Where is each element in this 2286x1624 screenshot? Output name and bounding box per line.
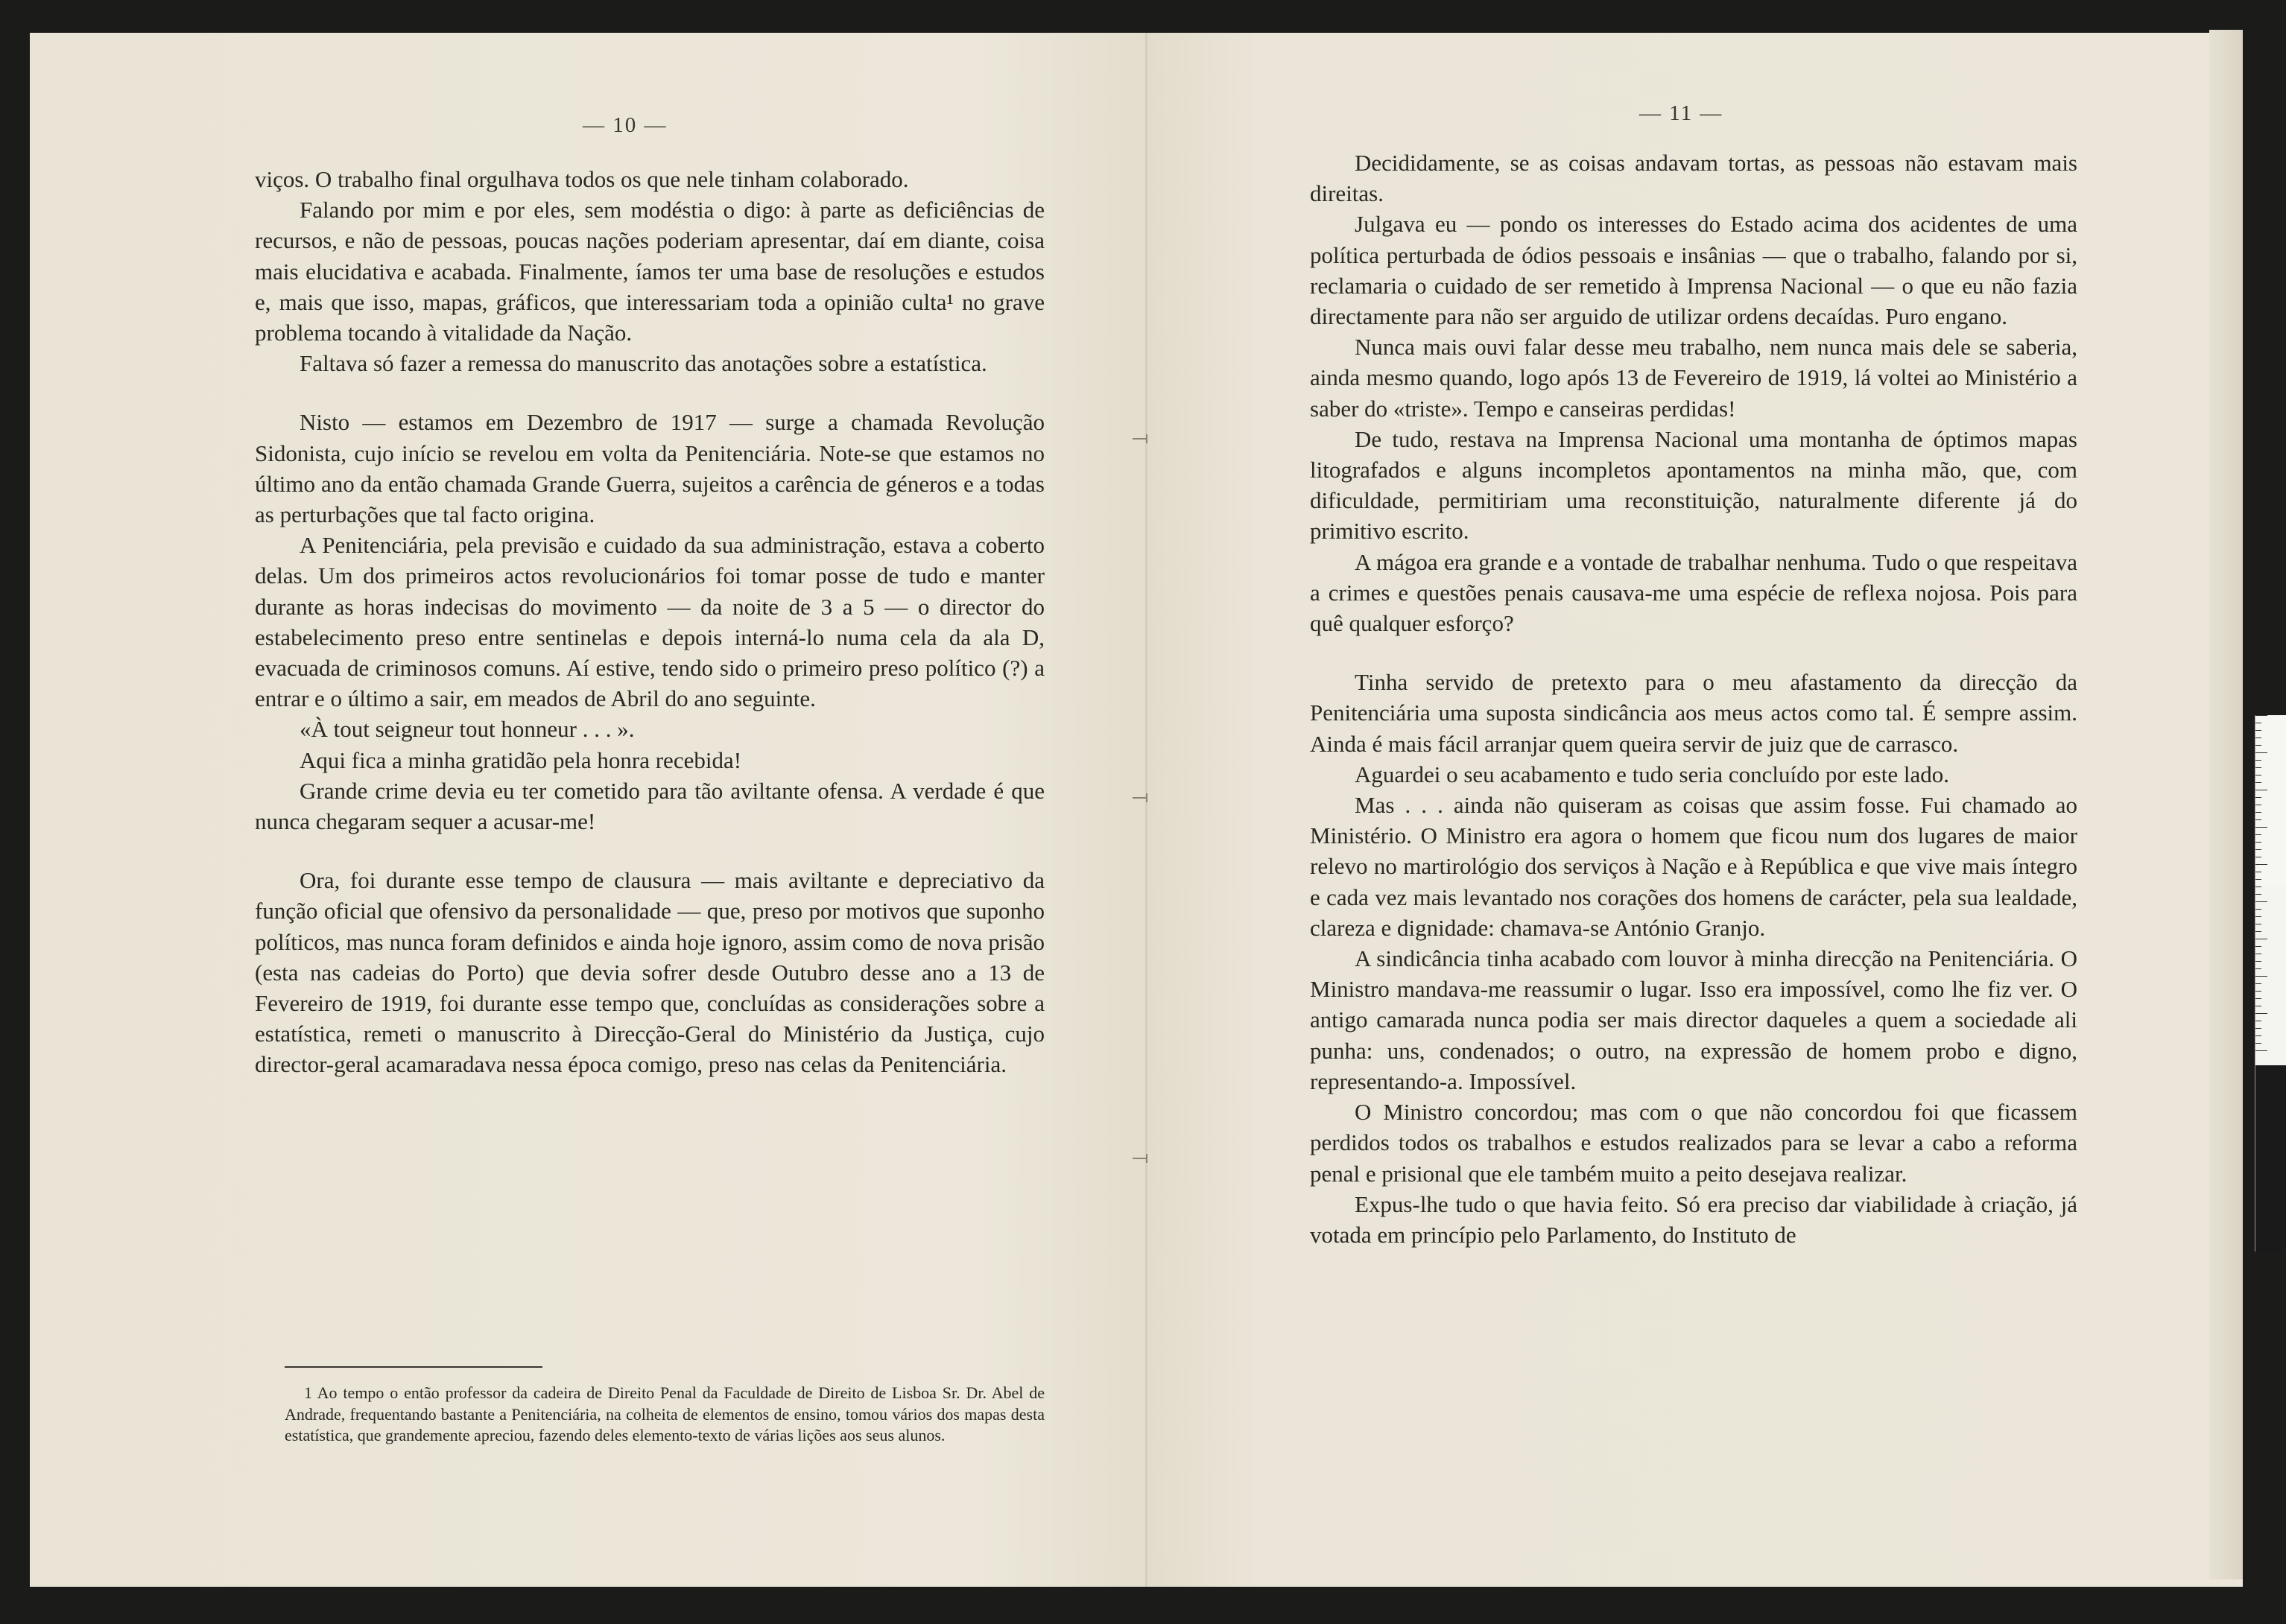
- page-edge: [2209, 30, 2243, 1579]
- paragraph: Expus-lhe tudo o que havia feito. Só era preciso dar viabilidade à criação, já votada em princípio pelo Parlamento, do Instituto de: [1310, 1190, 2077, 1248]
- footnote-text: 1 Ao tempo o então professor da cadeira de Direito Penal da Faculdade de Direito de Lisboa Sr. Dr. Abel de Andrade, frequentando bastante a Penitenciária, na colheita de elementos de ensino, tomou vários dos mapas desta estatística, que grandemente apreciou, fazendo deles elemento-texto de várias lições aos seus alunos.: [285, 1383, 1045, 1444]
- page-number-left: — 10 —: [583, 113, 668, 137]
- ruler-tick: [2255, 715, 2267, 716]
- ruler-tick: [2255, 760, 2261, 761]
- scale-ruler: [2255, 715, 2286, 1252]
- left-page: [30, 33, 1147, 1587]
- ruler-tick: [2255, 745, 2261, 746]
- paragraph: Tinha servido de pretexto para o meu afastamento da direcção da Penitenciária uma suposta sindicância aos meus actos como tal. É sempre assim. Ainda é mais fácil arranjar quem queira servir de juiz que de carrasco.: [1310, 669, 2077, 757]
- ruler-tick: [2255, 961, 2261, 962]
- paragraph: De tudo, restava na Imprensa Nacional uma montanha de óptimos mapas litografados e alguns incompletos apontamentos na minha mão, que, com dificuldade, permitiriam uma reconstituição, naturalmente diferente já do primitivo escrito.: [1310, 425, 2077, 545]
- page-number-right: — 11 —: [1639, 101, 1723, 125]
- paragraph: Ora, foi durante esse tempo de clausura — mais aviltante e depreciativo da função oficial que ofensivo da personalidade — que, preso por motivos que suponho políticos, mas nunca foram definidos e ainda hoje ignoro, assim como de nova prisão (esta nas cadeias do Porto) que devia sofrer desde Outubro desse ano a 13 de Fevereiro de 1919, foi durante esse tempo que, concluídas as considerações sobre a estatística, remeti o manuscrito à Direcção-Geral do Ministério da Justiça, cujo director-geral acamaradava nessa época comigo, preso nas celas da Penitenciária.: [255, 867, 1045, 1078]
- paragraph: Aguardei o seu acabamento e tudo seria concluído por este lado.: [1355, 761, 1949, 787]
- ruler-tick: [2255, 797, 2261, 798]
- ruler-tick: [2255, 1043, 2261, 1044]
- ruler-tick: [2255, 886, 2261, 887]
- paragraph: Mas . . . ainda não quiseram as coisas que assim fosse. Fui chamado ao Ministério. O Ministro era agora o homem que ficou num dos lugares de maior relevo no martirológio dos serviços à Nação e à República e que vive mais íntegro e cada vez mais levantado nos corações dos homens de carácter, pela sua lealdade, clareza e dignidade: chamava-se António Granjo.: [1310, 792, 2077, 941]
- paragraph: Julgava eu — pondo os interesses do Estado acima dos acidentes de uma política perturbada de ódios pessoais e insânias — que o trabalho, falando por si, reclamaria o cuidado de ser remetido à Imprensa Nacional — o que eu não fazia directamente para não ser arguido de utilizar ordens decaídas. Puro engano.: [1310, 211, 2077, 330]
- ruler-tick: [2255, 991, 2261, 992]
- paragraph: O Ministro concordou; mas com o que não concordou foi que ficassem perdidos todos os trabalhos e estudos realizados para se levar a cabo a reforma penal e prisional que ele também muito a peito desejava realizar.: [1310, 1099, 2077, 1187]
- paragraph: Nunca mais ouvi falar desse meu trabalho, nem nunca mais dele se saberia, ainda mesmo quando, logo após 13 de Fevereiro de 1919, lá voltei ao Ministério a saber do «triste». Tempo e canseiras perdidas!: [1310, 334, 2077, 422]
- ruler-tick: [2255, 901, 2267, 902]
- ruler-tick: [2255, 842, 2261, 843]
- paragraph: Grande crime devia eu ter cometido para tão aviltante ofensa. A verdade é que nunca chegaram sequer a acusar-me!: [255, 777, 1045, 835]
- ruler-tick: [2255, 879, 2261, 880]
- ruler-tick: [2255, 827, 2267, 828]
- left-page-text: [255, 164, 1045, 1080]
- paragraph: A mágoa era grande e a vontade de trabalhar nenhuma. Tudo o que respeitava a crimes e questões penais causava-me uma espécie de reflexa nojosa. Pois para quê qualquer esforço?: [1310, 548, 2077, 637]
- ruler-tick: [2255, 931, 2261, 932]
- ruler-tick: [2255, 864, 2267, 865]
- paragraph: Aqui fica a minha gratidão pela honra recebida!: [300, 746, 742, 773]
- ruler-tick: [2255, 752, 2267, 753]
- ruler-tick: [2255, 812, 2261, 813]
- ruler-tick: [2255, 767, 2261, 768]
- ruler-tick: [2255, 976, 2267, 977]
- paragraph: Falando por mim e por eles, sem modéstia o digo: à parte as deficiências de recursos, e não de pessoas, poucas nações poderiam apresentar, daí em diante, coisa mais elucidativa e acabada. Finalmente, íamos ter uma base de resoluções e estudos e, mais que isso, mapas, gráficos, que interessariam toda a opinião culta¹ no grave problema tocando à vitalidade da Nação.: [255, 197, 1045, 346]
- ruler-tick: [2255, 916, 2261, 917]
- paragraph: «À tout seigneur tout honneur . . . ».: [300, 716, 635, 743]
- footnote: [285, 1383, 1045, 1447]
- ruler-tick: [2255, 1050, 2267, 1051]
- ruler-tick: [2255, 1013, 2267, 1014]
- paragraph: A sindicância tinha acabado com louvor à minha direcção na Penitenciária. O Ministro mandava-me reassumir o lugar. Isso era impossível, como lhe fiz ver. O antigo camarada nunca podia ser mais director daqueles a quem a sociedade ali punha: uns, condenados; o outro, na expressão de homem probo e digno, representando-a. Impossível.: [1310, 945, 2077, 1094]
- ruler-tick: [2255, 730, 2261, 731]
- ruler-tick: [2255, 983, 2261, 984]
- right-page-text: [1310, 148, 2077, 1250]
- book-spread: [30, 33, 2243, 1587]
- right-page: [1147, 33, 2243, 1587]
- ruler-tick: [2255, 782, 2261, 783]
- ruler-tick: [2255, 849, 2261, 850]
- ruler-tick: [2255, 909, 2261, 910]
- paragraph: Nisto — estamos em Dezembro de 1917 — surge a chamada Revolução Sidonista, cujo início se revelou em volta da Penitenciária. Note-se que estamos no último ano da então chamada Grande Guerra, sujeitos a carência de géneros e a todas as perturbações que tal facto origina.: [255, 409, 1045, 528]
- ruler-tick: [2255, 834, 2261, 835]
- paragraph: viços. O trabalho final orgulhava todos os que nele tinham colaborado.: [255, 166, 909, 192]
- paragraph: Decididamente, se as coisas andavam tortas, as pessoas não estavam mais direitas.: [1310, 150, 2077, 207]
- ruler-tick: [2255, 894, 2261, 895]
- ruler-tick: [2255, 998, 2261, 999]
- ruler-tick: [2255, 946, 2261, 947]
- ruler-tick: [2255, 968, 2261, 969]
- paragraph: Faltava só fazer a remessa do manuscrito das anotações sobre a estatística.: [300, 350, 987, 377]
- ruler-tick: [2255, 1035, 2261, 1036]
- ruler-tick: [2255, 1028, 2261, 1029]
- footnote-rule: [285, 1366, 542, 1368]
- paragraph: A Penitenciária, pela previsão e cuidado da sua administração, estava a coberto delas. Um dos primeiros actos revolucionários foi tomar posse de tudo e manter durante as horas indecisas do movimento — da noite de 3 a 5 — o director do estabelecimento preso entre sentinelas e depois interná-lo numa cela da ala D, evacuada de criminosos comuns. Aí estive, tendo sido o primeiro preso político (?) a entrar e o último a sair, em meados de Abril do ano seguinte.: [255, 532, 1045, 712]
- ruler-tick: [2255, 819, 2261, 820]
